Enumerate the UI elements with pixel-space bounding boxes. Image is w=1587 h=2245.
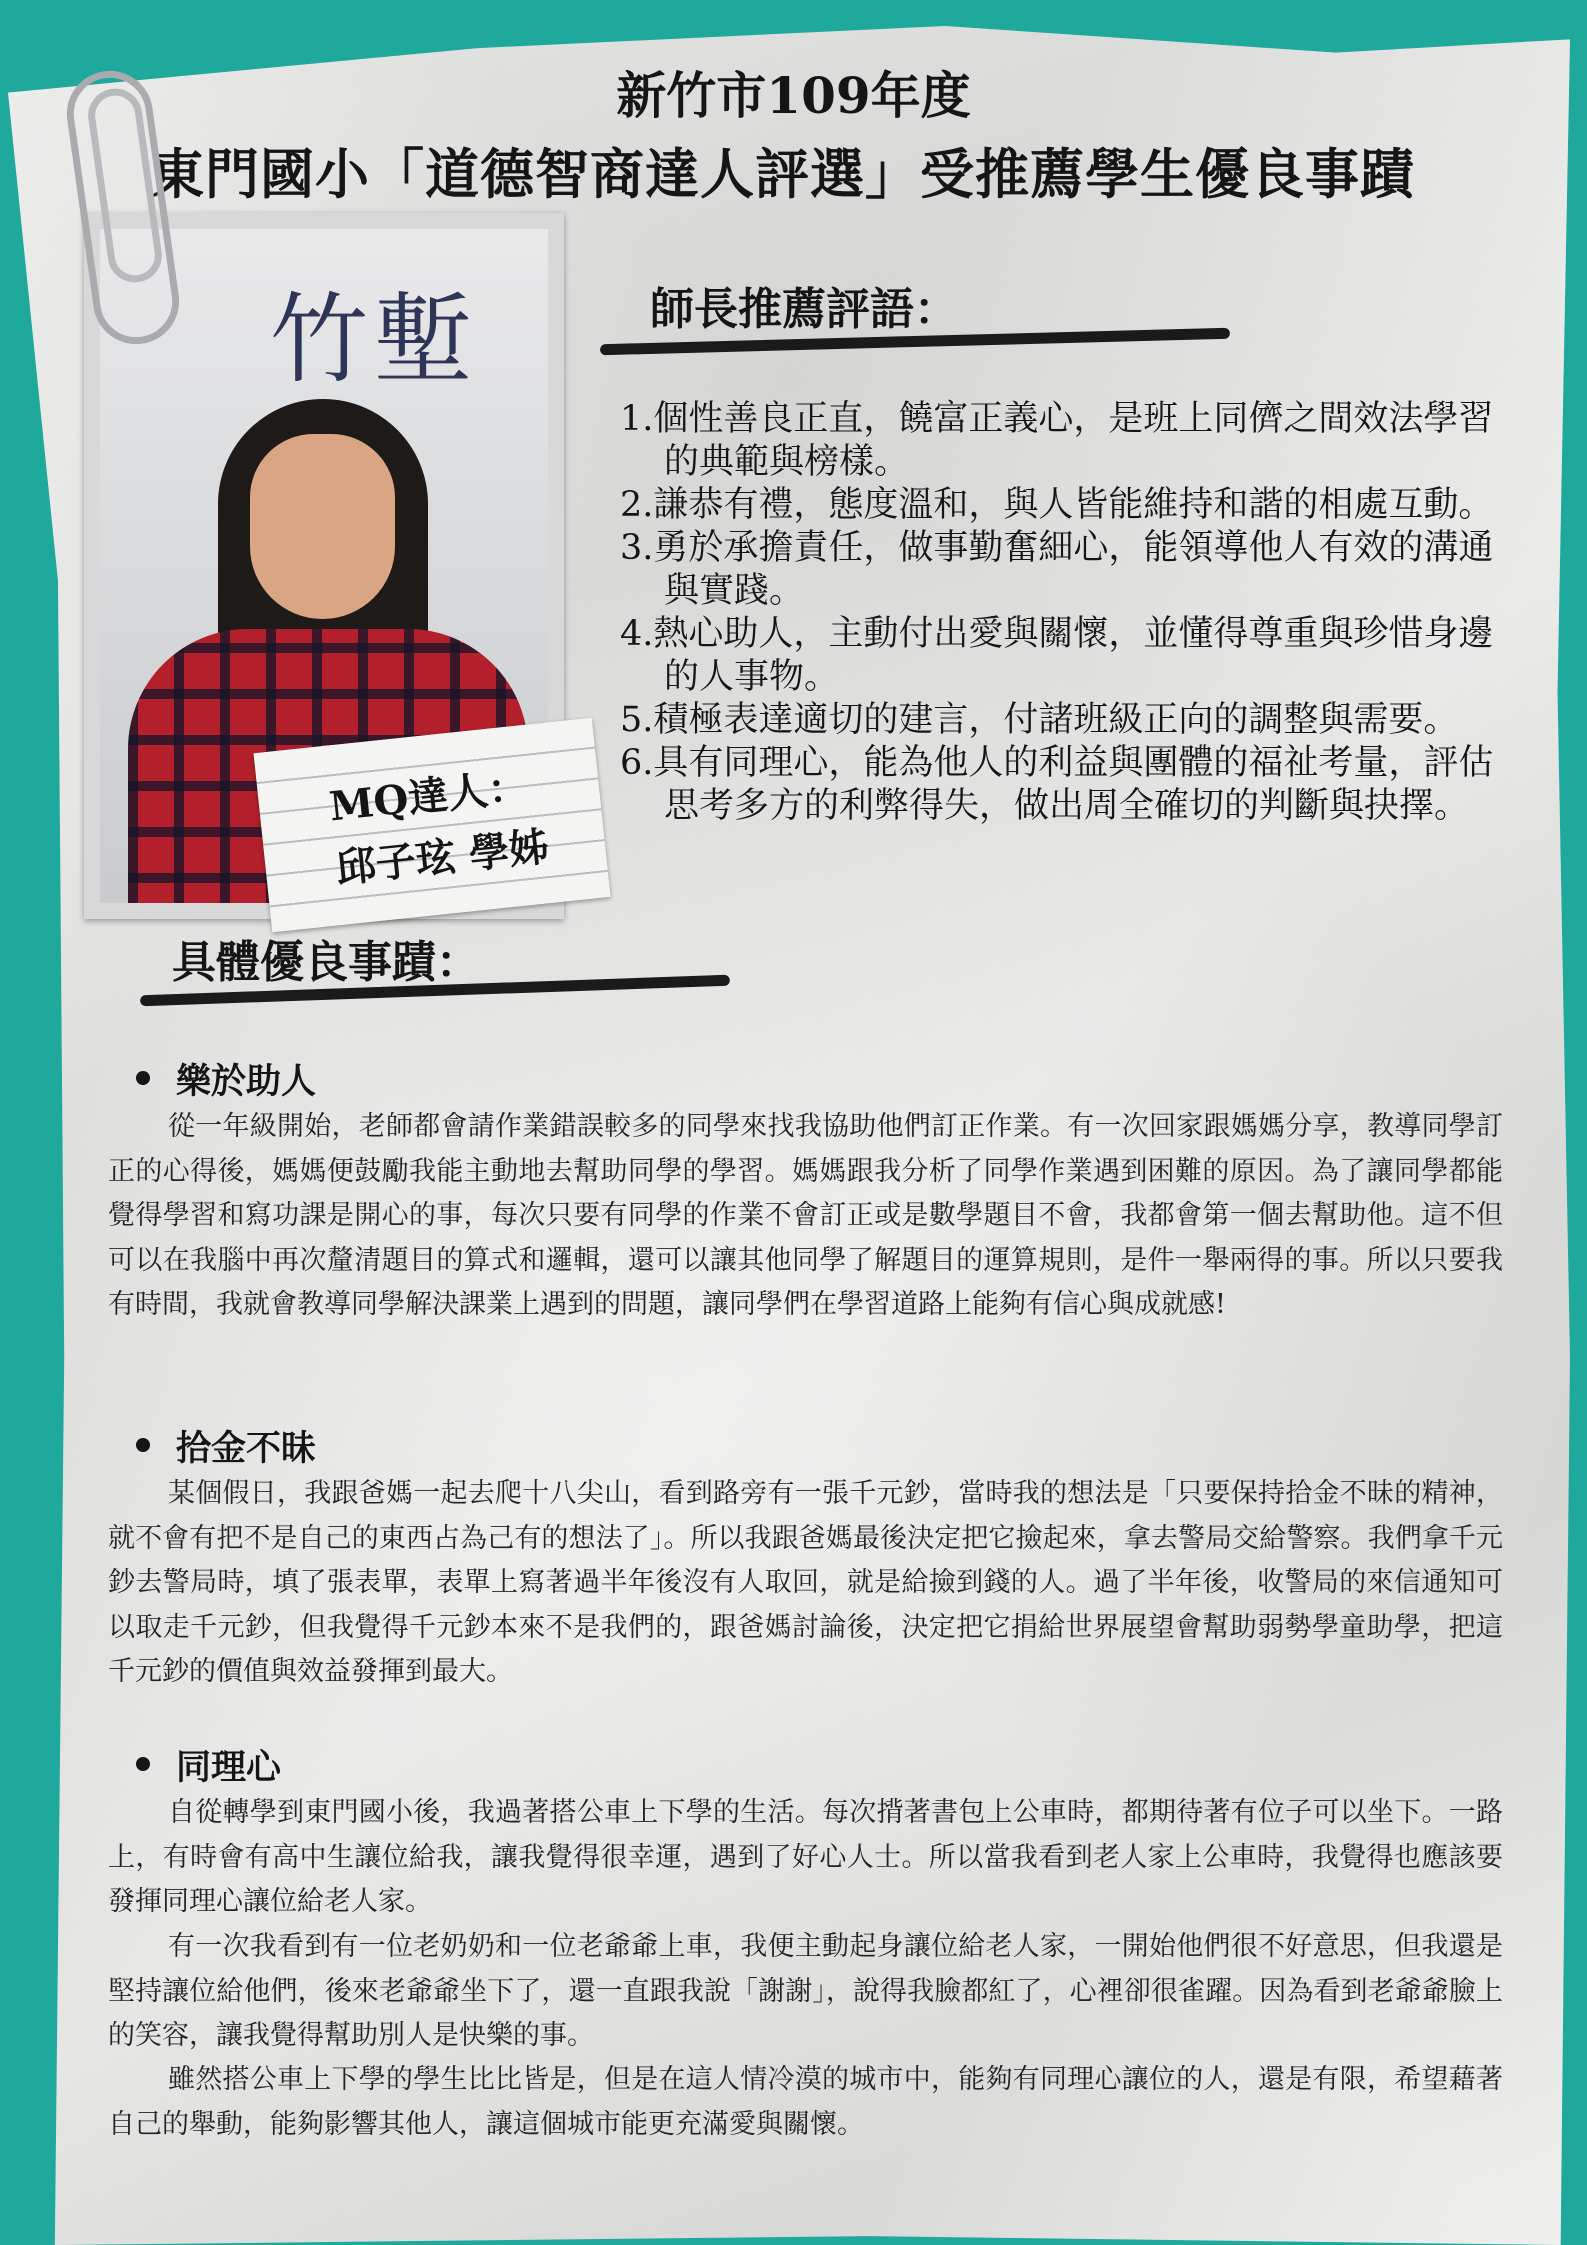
section-paragraph: 自從轉學到東門國小後，我過著搭公車上下學的生活。每次揹著書包上公車時，都期待著有位子可以坐下。一路上，有時會有高中生讓位給我，讓我覺得很幸運，遇到了好心人士。所以當我看到老人家上公車時，我覺得也應該要發揮同理心讓位給老人家。 [108,1797,1503,1917]
recommendation-item: 6.具有同理心，能為他人的利益與團體的福祉考量，評估思考多方的利弊得失，做出周全確切的判斷與抉擇。 [620,743,1494,826]
name-tag [254,718,611,933]
recommendation-item: 2.謙恭有禮，態度溫和，與人皆能維持和諧的相處互動。 [620,485,1494,525]
recommendation-item: 3.勇於承擔責任，做事勤奮細心，能領導他人有效的溝通與實踐。 [620,528,1494,611]
section-title: 樂於助人 [176,1061,317,1102]
section-paragraph: 從一年級開始，老師都會請作業錯誤較多的同學來找我協助他們訂正作業。有一次回家跟媽媽分享，教導同學訂正的心得後，媽媽便鼓勵我能主動地去幫助同學的學習。媽媽跟我分析了同學作業遇到困難的原因。為了讓同學都能覺得學習和寫功課是開心的事，每次只要有同學的作業不會訂正或是數學題目不會，我都會第一個去幫助他。這不但可以在我腦中再次釐清題目的算式和邏輯，還可以讓其他同學了解題目的運算規則，是件一舉兩得的事。所以只要我有時間，我就會教導同學解決課業上遇到的問題，讓同學們在學習道路上能夠有信心與成就感! [108,1111,1503,1320]
photo-banner-text: 竹塹 [270,283,479,397]
deeds-heading: 具體優良事蹟： [172,937,480,988]
recommendation-list [620,398,1520,828]
section-paragraph: 雖然搭公車上下學的學生比比皆是，但是在這人情冷漠的城市中，能夠有同理心讓位的人，還是有限，希望藉著自己的舉動，能夠影響其他人，讓這個城市能更充滿愛與關懷。 [108,2064,1503,2140]
name-tag-name: 邱子玹 學姊 [333,823,552,893]
recommendation-heading: 師長推薦評語： [650,284,958,335]
recommendation-item: 4.熱心助人，主動付出愛與關懷，並懂得尊重與珍惜身邊的人事物。 [620,614,1494,697]
name-tag-title: MQ達人： [327,762,531,831]
recommendation-item: 1.個性善良正直，饒富正義心，是班上同儕之間效法學習的典範與榜樣。 [620,399,1494,482]
section-title: 拾金不昧 [176,1428,317,1469]
page-title-year: 新竹市109年度 [616,66,971,125]
section-paragraph: 某個假日，我跟爸媽一起去爬十八尖山，看到路旁有一張千元鈔，當時我的想法是「只要保持拾金不昧的精神，就不會有把不是自己的東西占為己有的想法了」。所以我跟爸媽最後決定把它撿起來，拿去警局交給警察。我們拿千元鈔去警局時，填了張表單，表單上寫著過半年後沒有人取回，就是給撿到錢的人。過了半年後，收警局的來信通知可以取走千元鈔，但我覺得千元鈔本來不是我們的，跟爸媽討論後，決定把它捐給世界展望會幫助弱勢學童助學，把這千元鈔的價值與效益發揮到最大。 [108,1478,1503,1687]
recommendation-item: 5.積極表達適切的建言，付諸班級正向的調整與需要。 [620,700,1459,740]
section-paragraph: 有一次我看到有一位老奶奶和一位老爺爺上車，我便主動起身讓位給老人家，一開始他們很不好意思，但我還是堅持讓位給他們，後來老爺爺坐下了，還一直跟我說「謝謝」，說得我臉都紅了，心裡卻很雀躍。因為看到老爺爺臉上的笑容，讓我覺得幫助別人是快樂的事。 [108,1931,1503,2051]
page-title: 東門國小「道德智商達人評選」受推薦學生優良事蹟 [150,142,1415,206]
section-title: 同理心 [176,1747,282,1788]
